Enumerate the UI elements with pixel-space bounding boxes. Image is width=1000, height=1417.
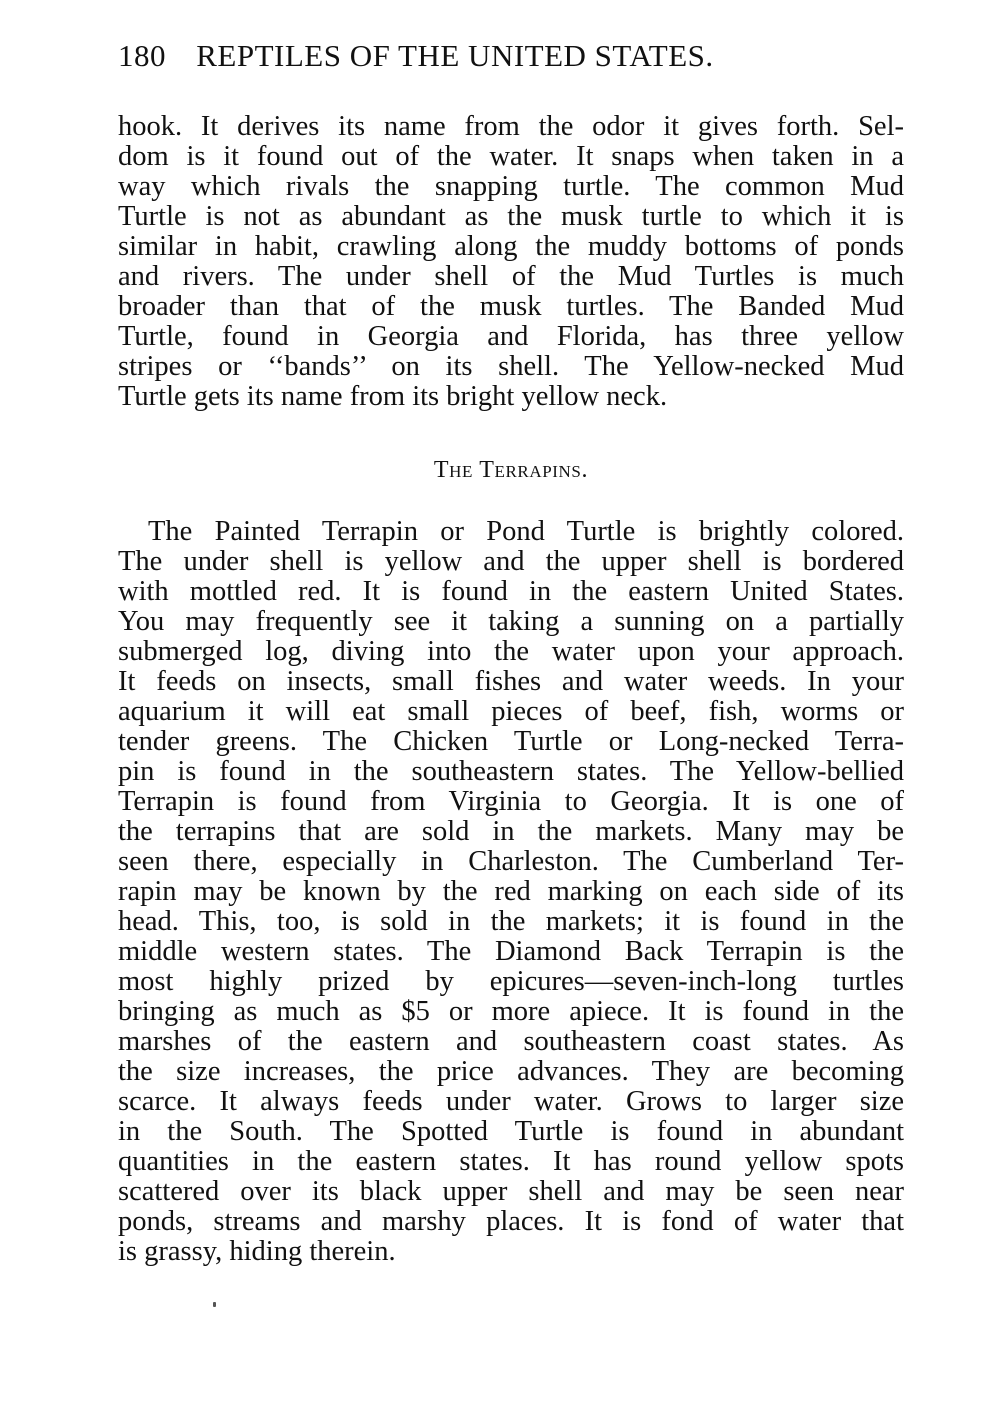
print-speck [213,1302,216,1307]
text-line: bringing as much as $5 or more apiece. It is found in the [118,996,904,1027]
paragraph-terrapins [118,517,904,1267]
text-line: aquarium it will eat small pieces of beef, fish, worms or [118,696,904,727]
page-number: 180 [118,38,166,73]
text-line: The under shell is yellow and the upper shell is bordered [118,546,904,577]
text-line: marshes of the eastern and southeastern coast states. As [118,1026,904,1057]
text-line: hook. It derives its name from the odor it gives forth. Sel- [118,111,904,142]
text-line: dom is it found out of the water. It snaps when taken in a [118,141,904,172]
running-head [118,36,908,76]
text-line: Turtle, found in Georgia and Florida, has three yellow [118,321,904,352]
text-line: and rivers. The under shell of the Mud Turtles is much [118,261,904,292]
text-line: scarce. It always feeds under water. Grows to larger size [118,1086,904,1117]
text-line: head. This, too, is sold in the markets; it is found in the [118,906,904,937]
text-line: Terrapin is found from Virginia to Georgia. It is one of [118,786,904,817]
text-line: broader than that of the musk turtles. The Banded Mud [118,291,904,322]
text-line: It feeds on insects, small fishes and water weeds. In your [118,666,904,697]
text-line: way which rivals the snapping turtle. The common Mud [118,171,904,202]
text-line: in the South. The Spotted Turtle is found in abundant [118,1116,904,1147]
text-line: middle western states. The Diamond Back Terrapin is the [118,936,904,967]
text-line: ponds, streams and marshy places. It is fond of water that [118,1206,904,1237]
text-line: The Painted Terrapin or Pond Turtle is brightly colored. [148,516,904,547]
text-line: scattered over its black upper shell and may be seen near [118,1176,904,1207]
text-line: You may frequently see it taking a sunning on a partially [118,606,904,637]
text-line: most highly prized by epicures—seven-inch-long turtles [118,966,904,997]
text-line: Turtle gets its name from its bright yellow neck. [118,381,668,412]
text-line: pin is found in the southeastern states. The Yellow-bellied [118,756,904,787]
text-line: the size increases, the price advances. They are becoming [118,1056,904,1087]
text-line: stripes or ‘‘bands’’ on its shell. The Yellow-necked Mud [118,351,904,382]
text-line: rapin may be known by the red marking on each side of its [118,876,904,907]
text-line: submerged log, diving into the water upon your approach. [118,636,904,667]
text-line: similar in habit, crawling along the muddy bottoms of ponds [118,231,904,262]
text-line: with mottled red. It is found in the eastern United States. [118,576,904,607]
text-line: seen there, especially in Charleston. The Cumberland Ter- [118,846,904,877]
section-heading: The Terrapins. [433,457,589,483]
paragraph-mud-turtles [118,112,904,412]
text-line: the terrapins that are sold in the markets. Many may be [118,816,904,847]
text-line: tender greens. The Chicken Turtle or Long-necked Terra- [118,726,904,757]
text-line: Turtle is not as abundant as the musk turtle to which it is [118,201,904,232]
running-title: REPTILES OF THE UNITED STATES. [196,38,714,73]
text-line: quantities in the eastern states. It has round yellow spots [118,1146,904,1177]
text-line: is grassy, hiding therein. [118,1236,396,1267]
